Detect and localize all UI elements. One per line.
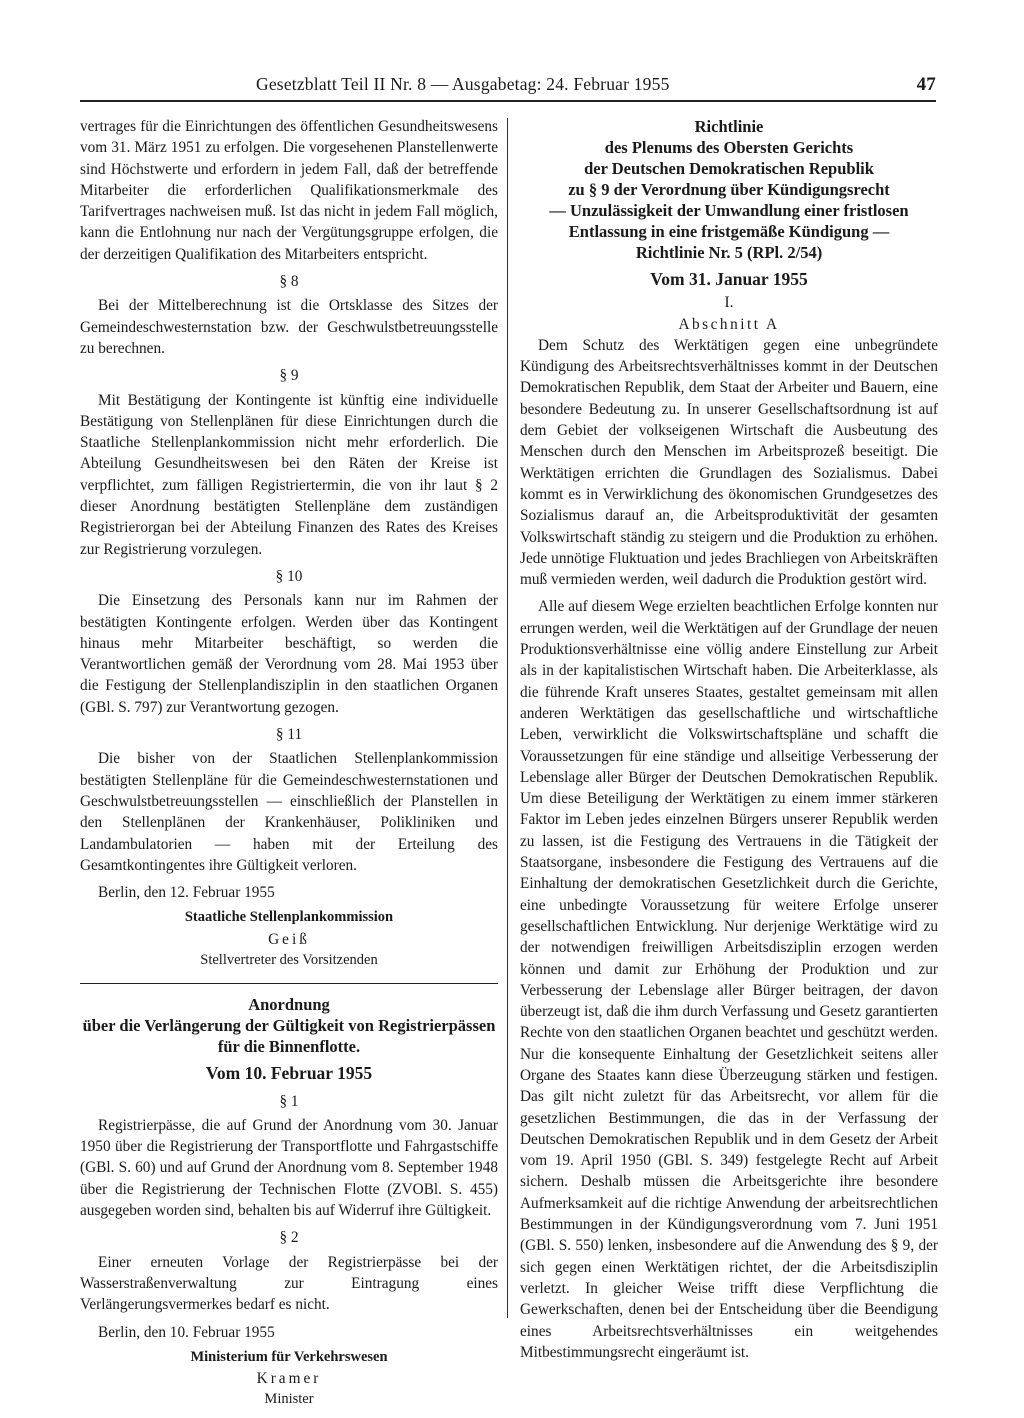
anordnung-subtitle: über die Verlängerung der Gültigkeit von Registrierpässen für die Binnenflotte.: [82, 1016, 496, 1057]
richtlinie-paragraph-1: Dem Schutz des Werktätigen gegen eine unbegründete Kündigung des Arbeitsrechtsverhältnisses kommt in der Deutschen Demokratischen Republik, dem Staat der Arbeiter und Bauern, eine besondere Bedeutung zu. In unserer Gesellschaftsordnung ist auf dem Gebiet der volkseigenen Wirtschaft die Ausbeutung des Menschen durch den Menschen im Arbeitsprozeß beseitigt. Die Werktätigen errichten die Grundlagen des Sozialismus. Dabei kommt es in Verwirklichung des ökonomischen Grundgesetzes des Sozialismus darauf an, die Arbeitsproduktivität der gesamten Volkswirtschaft ständig zu steigern und die Produktion zu erhöhen. Jede unnötige Fluktuation und jedes Brachliegen von Arbeitskräften muß vermieden werden, weil dadurch die Produktion gestört wird.: [520, 336, 938, 589]
section-9-text: Mit Bestätigung der Kontingente ist künftig eine individuelle Bestätigung von Stellenplänen für diese Einrichtungen durch die Staatliche Stellenplankommission nicht mehr erforderlich. Die Abteilung Gesundheitswesen bei den Räten der Kreise ist verpflichtet, zum fälligen Registriertermin, die von ihr laut § 2 dieser Anordnung bestätigten Stellenpläne dem zuständigen Registrierorgan bei der Abteilung Finanzen des Rates des Kreises zur Registrierung vorzulegen.: [80, 391, 498, 558]
richtlinie-title-6: Entlassung in eine fristgemäße Kündigung —: [568, 222, 890, 241]
anordnung-section-2-text: Einer erneuten Vorlage der Registrierpässe bei der Wasserstraßenverwaltung zur Eintragung eines Verlängerungsvermerkes bedarf es nicht.: [80, 1253, 498, 1314]
richtlinie-title-1: Richtlinie: [694, 117, 764, 136]
page-header: [80, 74, 936, 100]
running-title: Gesetzblatt Teil II Nr. 8 — Ausgabetag: 24. Februar 1955: [256, 74, 670, 94]
richtlinie-title-7: Richtlinie Nr. 5 (RPl. 2/54): [635, 243, 823, 262]
signature-name-2: Kramer: [256, 1370, 322, 1388]
section-10-text: Die Einsetzung des Personals kann nur im Rahmen der bestätigten Kontingente erfolgen. Werden über das Kontingent hinaus mehr Mitarbeiter beschäftigt, so werden die Verantwortlichen gemäß der Verordnung vom 28. Mai 1953 über die Festigung der Stellenplandisziplin in den staatlichen Organen (GBl. S. 797) zur Verantwortung gezogen.: [80, 592, 498, 716]
section-8-heading: § 8: [279, 273, 299, 291]
richtlinie-title-5: — Unzulässigkeit der Umwandlung einer fristlosen: [549, 201, 909, 220]
anordnung-date: Vom 10. Februar 1955: [205, 1063, 373, 1084]
section-10-heading: § 10: [275, 567, 303, 585]
anordnung-section-2-heading: § 2: [279, 1229, 299, 1247]
anordnung-section-1-text: Registrierpässe, die auf Grund der Anordnung vom 30. Januar 1950 über die Registrierung der Transportflotte und Fahrgastschiffe (GBl. S. 60) und auf Grund der Anordnung vom 8. September 1948 über die Registrierung der Technischen Flotte (ZVOBl. S. 455) ausgegeben worden sind, behalten bis auf Widerruf ihre Gültigkeit.: [80, 1116, 498, 1220]
roman-numeral-heading: I.: [724, 294, 734, 312]
signature-name: Geiß: [268, 930, 310, 948]
signature-organization-2: Ministerium für Verkehrswesen: [190, 1348, 388, 1365]
header-rule: [80, 100, 936, 102]
section-separator: [80, 983, 498, 984]
richtlinie-title-3: der Deutschen Demokratischen Republik: [584, 159, 874, 178]
signature-role: Stellvertreter des Vorsitzenden: [200, 951, 378, 968]
page-number: 47: [916, 74, 936, 95]
signature-place-date-2: Berlin, den 10. Februar 1955: [98, 1323, 275, 1341]
section-11-text: Die bisher von der Staatlichen Stellenplankommission bestätigten Stellenpläne für die Gemeindeschwesternstationen und Geschwulstbetreuungsstellen — einschließlich der Planstellen in den Stellenplänen der Krankenhäuser, Polikliniken und Landambulatorien — haben mit der Erteilung des Gesamtkontingentes ihre Gültigkeit verloren.: [80, 750, 498, 874]
column-divider: [507, 118, 508, 1318]
richtlinie-paragraph-2: Alle auf diesem Wege erzielten beachtlichen Erfolge konnten nur errungen werden, weil die Werktätigen auf der Grundlage der neuen Produktionsverhältnisse eine völlig andere Einstellung zur Arbeit als in der kapitalistischen Wirtschaft haben. Die Arbeiterklasse, als die führende Kraft unseres Staates, gestaltet gemeinsam mit allen anderen Werktätigen das gesellschaftliche und wirtschaftliche Leben, verwirklicht die Volkswirtschaftspläne und schafft die Voraussetzungen für eine ständige und allseitige Verbesserung der Lebenslage aller Bürger der Deutschen Demokratischen Republik. Um diese Beteiligung der Werktätigen zu einem immer stärkeren Faktor im Leben jedes einzelnen Bürgers unserer Republik werden zu lassen, ist die Festigung des Vertrauens in die Tätigkeit der Staatsorgane, insbesondere die Festigung des Vertrauens auf die Einhaltung der demokratischen Gesetzlichkeit durch die Gerichte, eine unbedingte Voraussetzung für weitere Erfolge unserer gesellschaftlichen Entwicklung. Nur derjenige Werktätige wird zu der notwendigen freiwilligen Arbeitsdisziplin erzogen werden können und damit zur Erhöhung der Produktion und zur Verbesserung der Lebenslage aller Bürger beitragen, der davon überzeugt ist, daß die ihm durch Verfassung und Gesetz garantierten Rechte von den staatlichen Organen beachtet und geschützt werden. Nur die konsequente Einhaltung der Gesetzlichkeit seitens aller Organe des Staates kann diese Überzeugung stärken und festigen. Das gilt nicht zuletzt für das Arbeitsrecht, vor allem für die gesetzlichen Bestimmungen, die das in der Verfassung der Deutschen Demokratischen Republik und in dem Gesetz der Arbeit vom 19. April 1950 (GBl. S. 349) festgelegte Recht auf Arbeit sichern. Deshalb müssen die Arbeitsgerichte ihre besondere Aufmerksamkeit auf die richtige Anwendung der arbeitsrechtlichen Bestimmungen in der Kündigungsverordnung vom 7. Juni 1951 (GBl. S. 550) lenken, insbesondere auf die Anwendung des § 9, der sich gegen einen Werktätigen richtet, der die Arbeitsdisziplin verletzt. In gleicher Weise trifft diese Verpflichtung die Gewerkschaften, denen bei der Entscheidung über die Beendigung eines Arbeitsrechtsverhältnisses ein weitgehendes Mitbestimmungsrecht eingeräumt ist.: [520, 598, 938, 1361]
signature-organization: Staatliche Stellenplankommission: [184, 909, 394, 926]
anordnung-section-1-heading: § 1: [279, 1092, 299, 1110]
signature-role-2: Minister: [264, 1391, 314, 1408]
section-9-heading: § 9: [279, 367, 299, 385]
richtlinie-title-2: des Plenums des Obersten Gerichts: [604, 138, 854, 157]
section-11-heading: § 11: [275, 726, 303, 744]
right-column: [520, 116, 938, 1363]
richtlinie-date: Vom 31. Januar 1955: [650, 269, 808, 289]
continued-paragraph: vertrages für die Einrichtungen des öffentlichen Gesundheitswesens vom 31. März 1951 zu erfolgen. Die vorgesehenen Planstellenwerte sind Höchstwerte und erfordern in jedem Fall, daß der betreffende Mitarbeiter die erforderlichen Qualifikationsmerkmale des Tarifvertrages nachweisen muß. Ist das nicht in jedem Fall möglich, kann die Entlohnung nur nach der Vergütungsgruppe erfolgen, die der derzeitigen Qualifikation des Mitarbeiters entspricht.: [80, 118, 498, 263]
left-column: [80, 116, 498, 1411]
anordnung-title: Anordnung: [248, 995, 330, 1015]
signature-place-date: Berlin, den 12. Februar 1955: [98, 884, 275, 902]
section-8-text: Bei der Mittelberechnung ist die Ortsklasse des Sitzes der Gemeindeschwesternstation bzw. der Geschwulstbetreuungsstelle zu berechnen.: [80, 297, 498, 357]
abschnitt-heading: Abschnitt A: [678, 315, 780, 333]
richtlinie-title-4: zu § 9 der Verordnung über Kündigungsrecht: [568, 180, 890, 199]
